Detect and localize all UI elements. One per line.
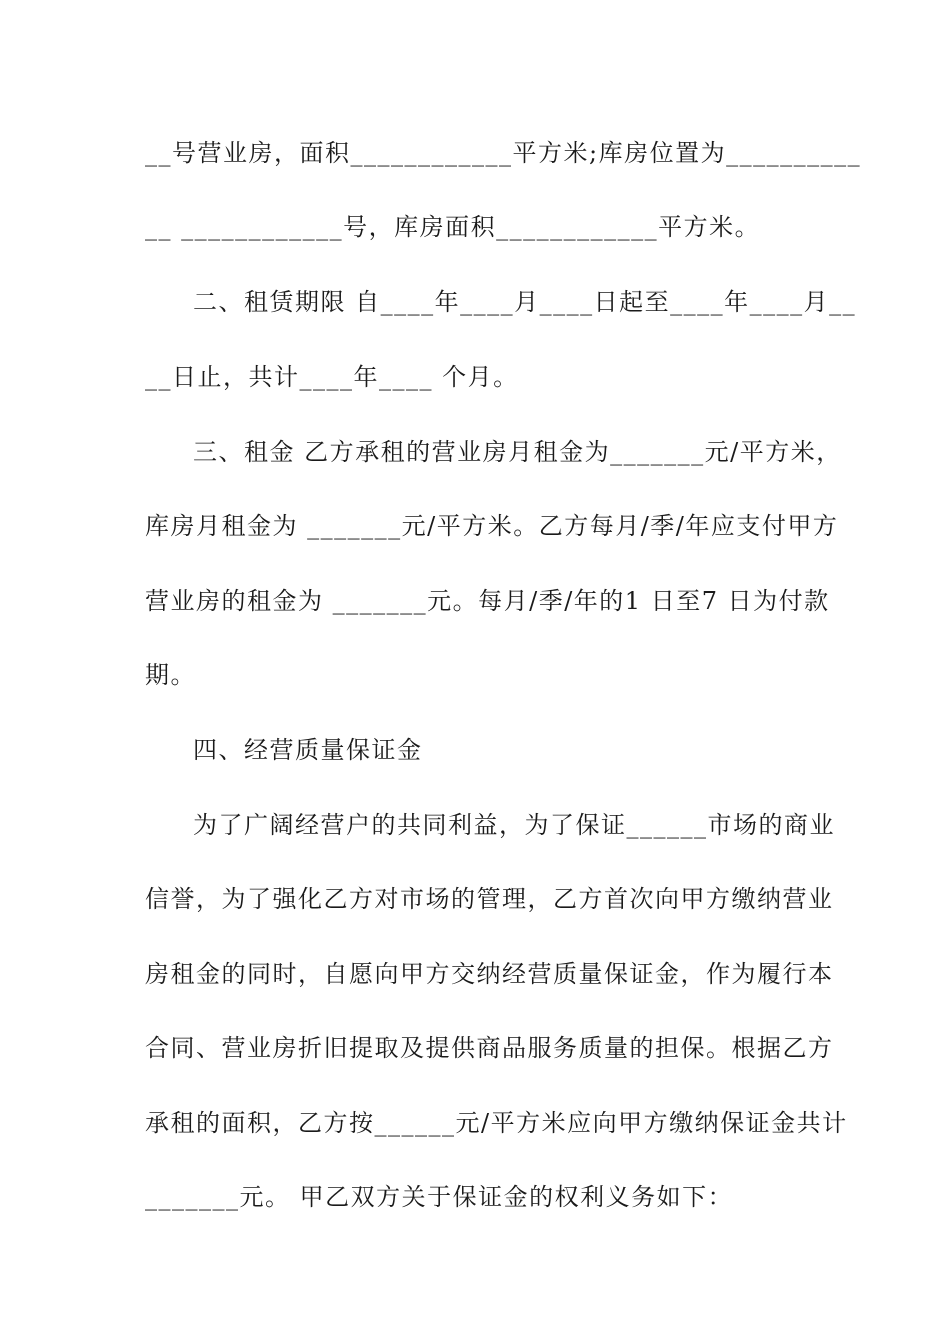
text-line-2: __ ____________号，库房面积____________平方米。 (145, 213, 761, 241)
section-heading: 四、经营质量保证金 (193, 736, 423, 764)
text-line-10: 为了广阔经营户的共同利益，为了保证______市场的商业 (193, 811, 835, 839)
text-line-6: 库房月租金为 _______元/平方米。乙方每月/季/年应支付甲方 (145, 512, 839, 540)
text-line-5: 三、租金 乙方承租的营业房月租金为_______元/平方米， (193, 438, 842, 466)
text-line-15: _______元。 甲乙双方关于保证金的权利义务如下： (145, 1183, 734, 1211)
text-line-11: 信誉，为了强化乙方对市场的管理，乙方首次向甲方缴纳营业 (145, 885, 834, 913)
text-line-7: 营业房的租金为 _______元。每月/季/年的1 日至7 日为付款 (145, 587, 830, 615)
text-line-4: __日止，共计____年____ 个月。 (145, 363, 519, 391)
text-line-12: 房租金的同时，自愿向甲方交纳经营质量保证金，作为履行本 (145, 960, 834, 988)
text-line-3: 二、租赁期限 自____年____月____日起至____年____月__ (193, 288, 857, 316)
text-line-13: 合同、营业房折旧提取及提供商品服务质量的担保。根据乙方 (145, 1034, 834, 1062)
text-line-8: 期。 (145, 661, 196, 689)
text-line-14: 承租的面积，乙方按______元/平方米应向甲方缴纳保证金共计 (145, 1109, 848, 1137)
text-line-1: __号营业房，面积____________平方米;库房位置为__________ (145, 139, 862, 167)
